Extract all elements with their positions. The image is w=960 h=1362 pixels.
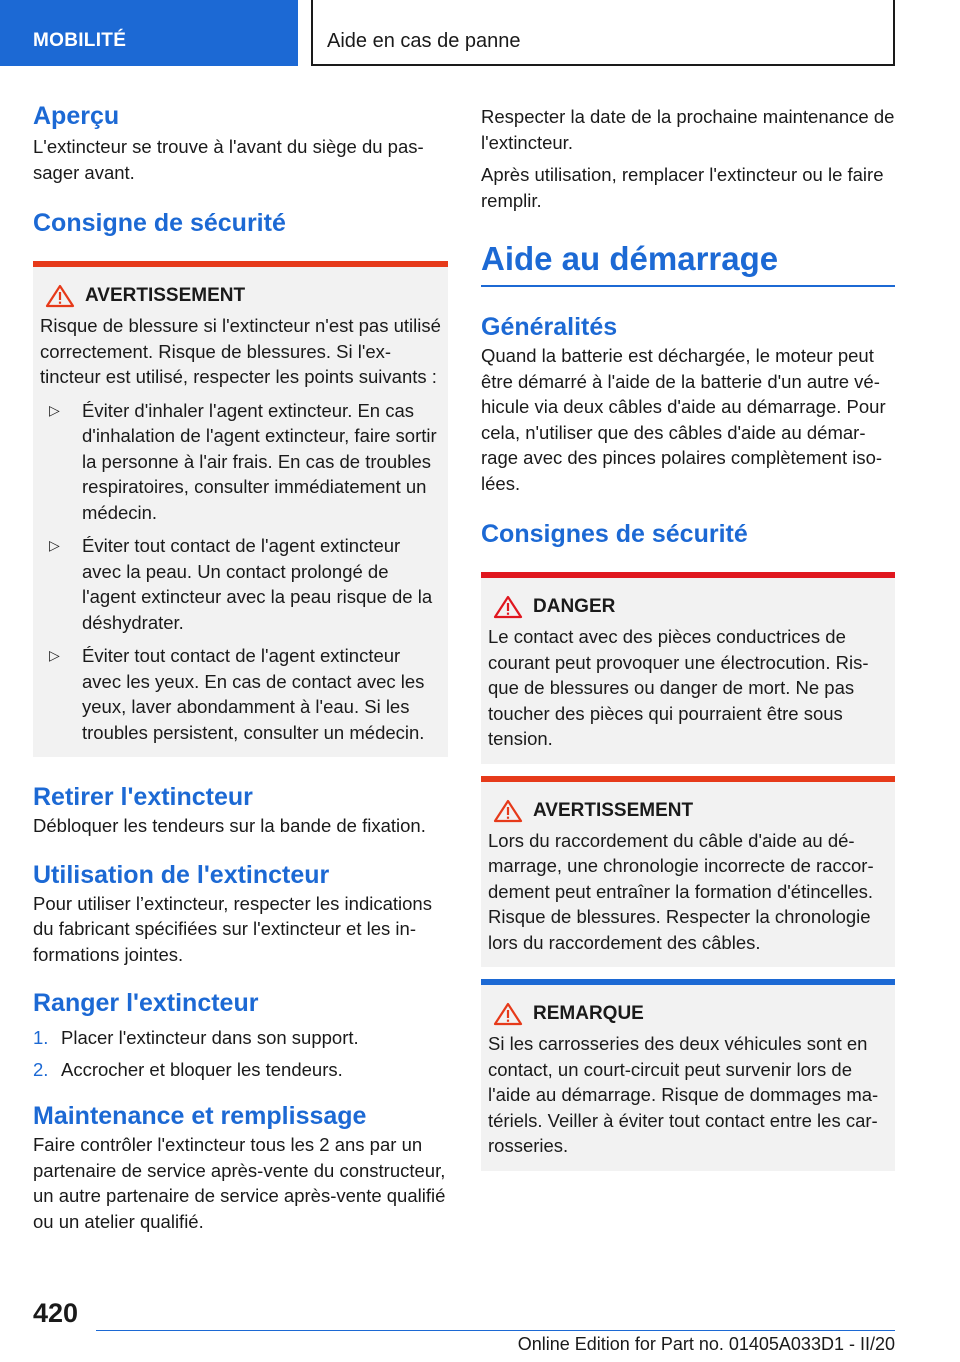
bullet-marker: ▷ — [49, 537, 60, 553]
bullet-text: Éviter tout contact de l'agent extincteur avec la peau. Un contact prolongé de l'agent extincteur avec la peau risque de la déshydrater. — [82, 535, 433, 633]
heading-rule — [481, 285, 895, 287]
bullet-item — [40, 533, 441, 635]
text-maintenance: Faire contrôler l'extincteur tous les 2 ans par un partenaire de service après-vente du constructeur, un autre partenaire de service après-vente qualifié ou un atelier qualifié. — [33, 1134, 446, 1232]
list-item — [33, 1057, 448, 1083]
edition-text: Online Edition for Part no. 01405A033D1 - II/20 — [517, 1334, 895, 1354]
warning-triangle-icon — [493, 595, 523, 619]
warning-triangle-icon — [493, 1002, 523, 1026]
text-generalites: Quand la batterie est déchargée, le moteur peut être démarré à l'aide de la batterie d'un autre véhicule via deux câbles d'aide au démarrage. Pour cela, n'utiliser que des câbles d'aide au démarrage avec des pinces polaires complètement isolées. — [481, 345, 886, 494]
heading-maintenance: Maintenance et remplissage — [33, 1102, 367, 1130]
danger-header — [488, 594, 888, 620]
bullet-text: Éviter tout contact de l'agent extincteur avec les yeux. En cas de contact avec les yeux, laver abondamment à l'eau. Si les troubles persistent, consulter un médecin. — [82, 645, 425, 743]
notice-label: REMARQUE — [533, 1003, 644, 1024]
chapter-title: Aide en cas de panne — [311, 0, 895, 66]
step-text: Accrocher et bloquer les tendeurs. — [61, 1058, 343, 1080]
section-tab: MOBILITÉ — [0, 0, 298, 66]
heading-apercu: Aperçu — [33, 102, 120, 130]
danger-label: DANGER — [533, 596, 616, 617]
warning-label: AVERTISSEMENT — [85, 285, 246, 306]
right-column — [481, 104, 895, 1171]
heading-ranger: Ranger l'extincteur — [33, 989, 259, 1017]
warning-header — [488, 798, 888, 824]
text-maintenance-date: Respecter la date de la prochaine maintenance de l'extincteur. — [481, 106, 895, 153]
step-number: 2. — [33, 1058, 49, 1080]
bullet-marker: ▷ — [49, 647, 60, 663]
notice-text: Si les carrosseries des deux véhicules sont en contact, un court-circuit peut survenir lors de l'aide au démarrage. Risque de dommages matériels. Veiller à éviter tout contact entre les carrosseries. — [488, 1033, 879, 1156]
bullet-text: Éviter d'inhaler l'agent extincteur. En cas d'inhalation de l'agent extincteur, faire sortir la personne à l'air frais. En cas de troubles respiratoires, consulter immédiatement un médecin. — [82, 399, 437, 523]
step-number: 1. — [33, 1027, 49, 1048]
warning-box-extincteur — [33, 261, 448, 757]
heading-retirer: Retirer l'extincteur — [33, 783, 253, 811]
page-header — [0, 0, 960, 66]
warning-box-raccordement — [481, 776, 895, 968]
danger-box — [481, 572, 895, 764]
text-maintenance-after: Après utilisation, remplacer l'extincteur ou le faire remplir. — [481, 164, 884, 211]
page-number: 420 — [33, 1298, 79, 1328]
left-column — [33, 100, 448, 1234]
warning-triangle-icon — [45, 284, 75, 308]
heading-consignes: Consignes de sécurité — [481, 520, 748, 548]
danger-text: Le contact avec des pièces conductrices de courant peut provoquer une électrocution. Risque de blessures ou danger de mort. Ne pas toucher des pièces qui pourraient être sous tension. — [488, 626, 869, 749]
list-item — [33, 1025, 448, 1051]
bullet-marker: ▷ — [49, 401, 60, 418]
heading-utilisation: Utilisation de l'extincteur — [33, 860, 330, 889]
warning-triangle-icon — [493, 799, 523, 823]
bullet-item — [40, 643, 441, 745]
footer-rule — [96, 1330, 895, 1331]
warning-header — [40, 283, 441, 309]
heading-aide-demarrage: Aide au démarrage — [481, 240, 779, 277]
text-apercu: L'extincteur se trouve à l'avant du siège du passager avant. — [33, 136, 424, 183]
notice-box — [481, 979, 895, 1171]
text-utilisation: Pour utiliser l’extincteur, respecter les indications du fabricant spécifiées sur l'extincteur et les informations jointes. — [33, 892, 432, 965]
heading-generalites: Généralités — [481, 313, 618, 341]
warning-label: AVERTISSEMENT — [533, 799, 694, 821]
bullet-item — [40, 398, 441, 526]
warning-text: Risque de blessure si l'extincteur n'est pas utilisé correctement. Risque de blessures. Si l'extincteur est utilisé, respecter les points suivants : — [40, 315, 441, 387]
notice-header — [488, 1001, 888, 1027]
heading-consigne: Consigne de sécurité — [33, 209, 286, 237]
step-text: Placer l'extincteur dans son support. — [61, 1027, 359, 1048]
text-retirer: Débloquer les tendeurs sur la bande de fixation. — [33, 815, 426, 836]
warning-text: Lors du raccordement du câble d'aide au démarrage, une chronologie incorrecte de raccordement peut entraîner la formation d'étincelles. Risque de blessures. Respecter la chronologie lors du raccordement des câbles. — [488, 829, 874, 953]
